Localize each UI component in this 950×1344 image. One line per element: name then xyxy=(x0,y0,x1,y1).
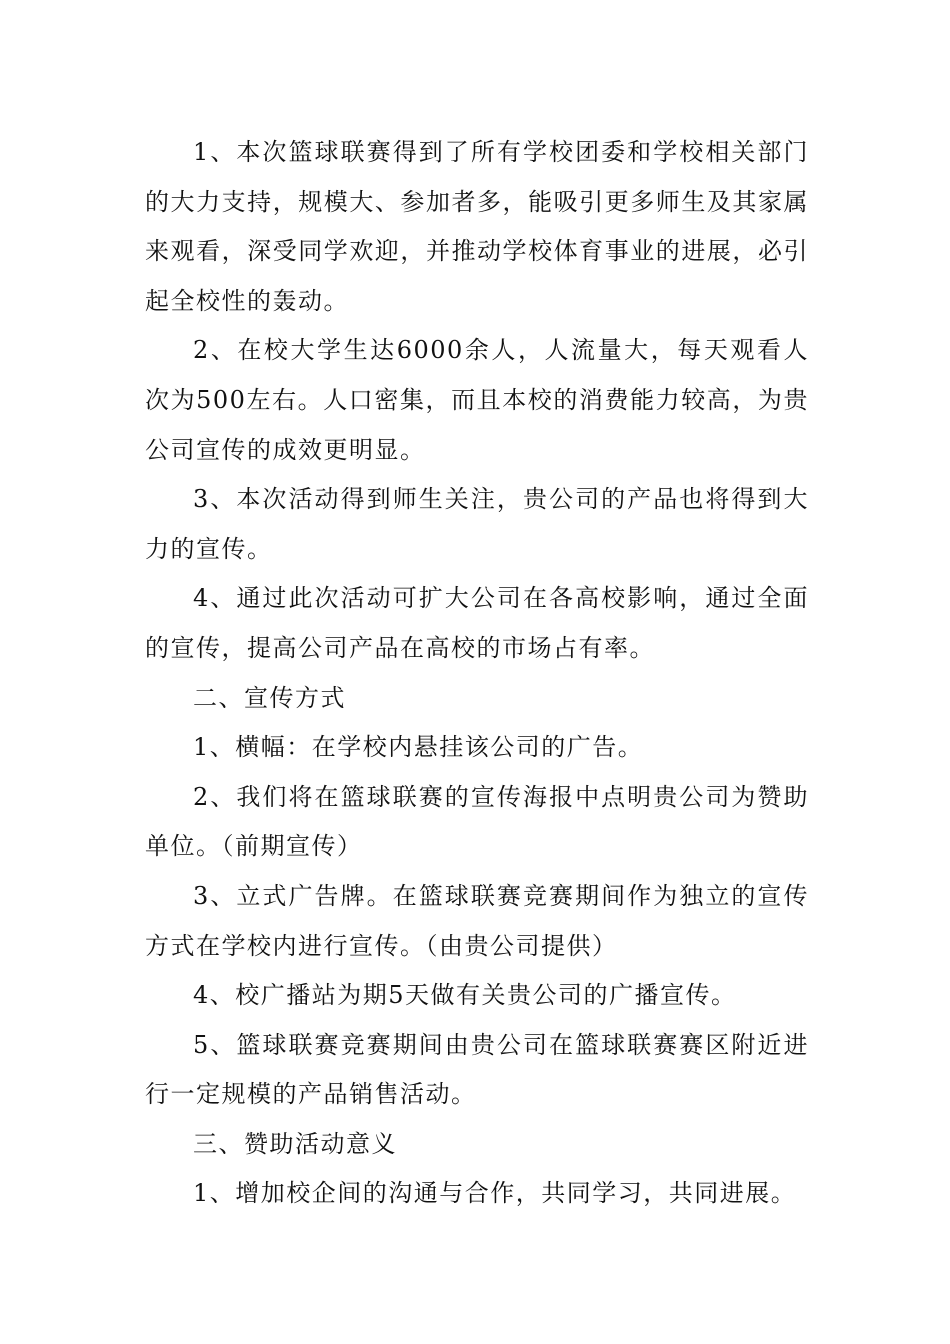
section-heading: 三、赞助活动意义 xyxy=(193,1129,397,1158)
paragraph: 2、在校大学生达6000余人，人流量大，每天观看人次为500左右。人口密集，而且本校的消费能力较高，为贵公司宣传的成效更明显。 xyxy=(145,336,809,464)
paragraph: 1、增加校企间的沟通与合作，共同学习，共同进展。 xyxy=(193,1179,797,1208)
paragraph: 3、本次活动得到师生关注，贵公司的产品也将得到大力的宣传。 xyxy=(145,485,809,563)
paragraph: 4、校广播站为期5天做有关贵公司的广播宣传。 xyxy=(193,981,737,1010)
section-heading: 二、宣传方式 xyxy=(193,683,346,712)
paragraph: 3、立式广告牌。在篮球联赛竞赛期间作为独立的宣传方式在学校内进行宣传。（由贵公司提供） xyxy=(145,881,809,960)
paragraph: 2、我们将在篮球联赛的宣传海报中点明贵公司为赞助单位。（前期宣传） xyxy=(145,782,809,861)
paragraph: 1、横幅：在学校内悬挂该公司的广告。 xyxy=(193,733,644,762)
paragraph: 1、本次篮球联赛得到了所有学校团委和学校相关部门的大力支持，规模大、参加者多，能吸引更多师生及其家属来观看，深受同学欢迎，并推动学校体育事业的进展，必引起全校性的轰动。 xyxy=(145,138,809,315)
paragraph: 5、篮球联赛竞赛期间由贵公司在篮球联赛赛区附近进行一定规模的产品销售活动。 xyxy=(145,1030,809,1109)
paragraph: 4、通过此次活动可扩大公司在各高校影响，通过全面的宣传，提高公司产品在高校的市场占有率。 xyxy=(145,584,809,662)
document-body xyxy=(145,128,809,1219)
